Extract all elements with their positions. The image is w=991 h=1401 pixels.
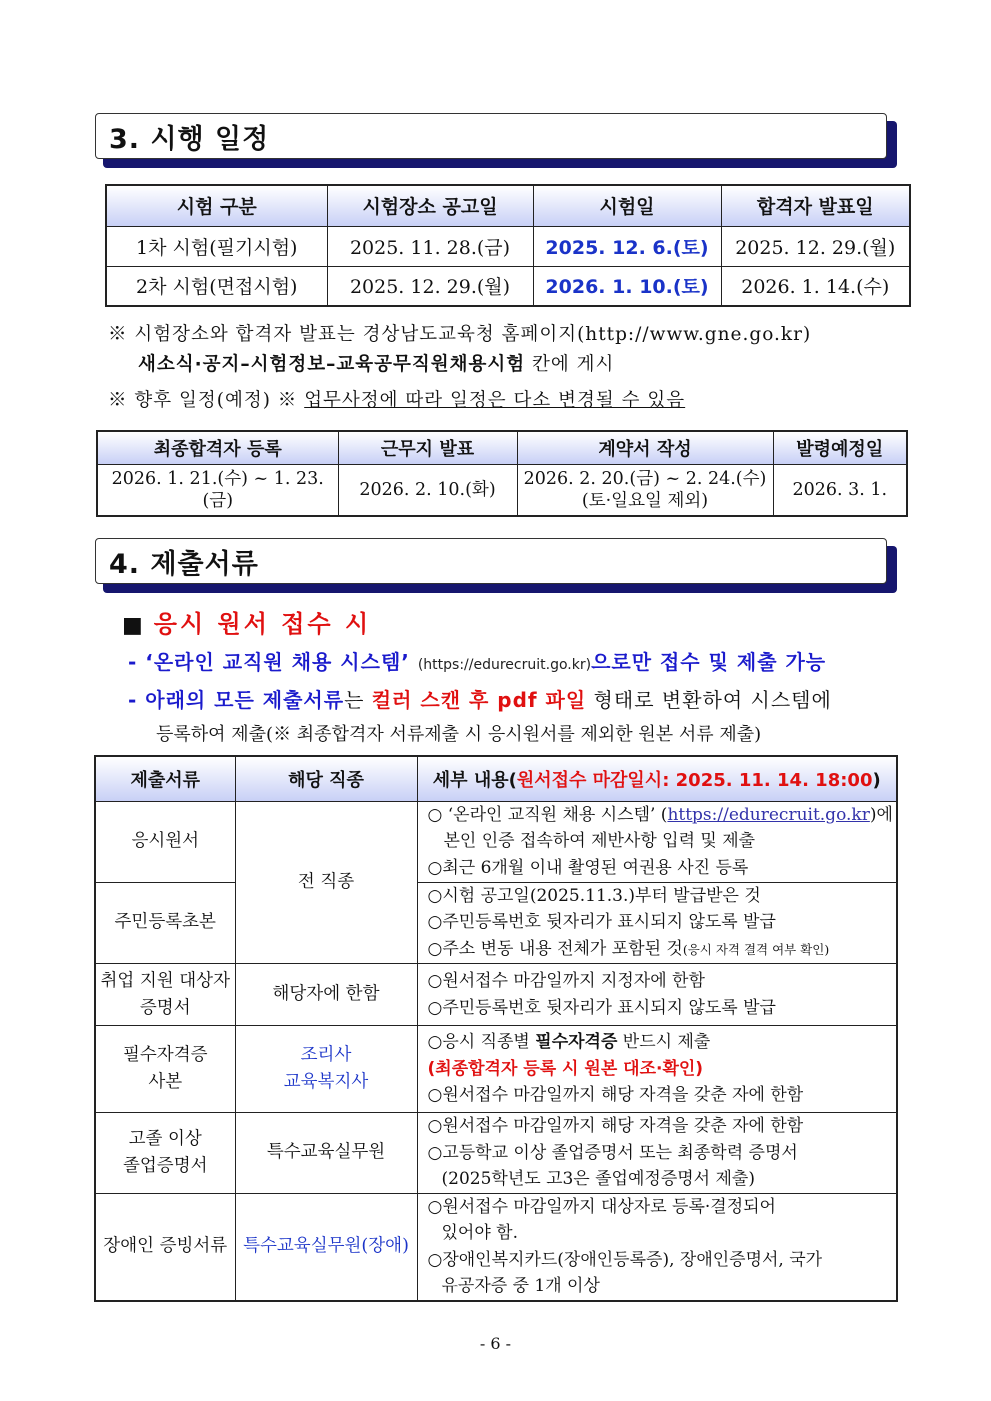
doc-name-cell bbox=[95, 964, 235, 1026]
exam-date-cell: 2025. 12. 6.(토) bbox=[533, 226, 721, 266]
contract-period-cell bbox=[517, 464, 773, 516]
registration-period-cell: 2026. 1. 21.(수) ~ 1. 23.(금) bbox=[97, 464, 338, 516]
venue-date-cell: 2025. 12. 29.(월) bbox=[327, 266, 533, 306]
detail-line: ○주민등록번호 뒷자리가 표시되지 않도록 발급 bbox=[427, 997, 776, 1018]
doc-name-line: 사본 bbox=[148, 1072, 183, 1092]
online-system-text: - ‘온라인 교직원 채용 시스템’ bbox=[128, 650, 418, 674]
section-3-title: 3. 시행 일정 bbox=[109, 124, 270, 155]
doc-name-cell: 주민등록초본 bbox=[95, 882, 235, 964]
table-row bbox=[106, 266, 910, 306]
header-cell: 합격자 발표일 bbox=[721, 185, 910, 226]
detail-cell bbox=[417, 882, 897, 964]
note-future-prefix: ※ 향후 일정(예정) ※ bbox=[108, 390, 305, 411]
system-url[interactable]: (https://edurecruit.go.kr) bbox=[417, 657, 592, 673]
contract-note: (토·일요일 제외) bbox=[581, 490, 709, 511]
exam-type-cell: 2차 시험(면접시험) bbox=[106, 266, 327, 306]
table-row bbox=[95, 964, 897, 1026]
doc-name-line: 증명서 bbox=[139, 997, 191, 1018]
detail-line: 본인 인증 접속하여 제반사항 입력 및 제출 bbox=[443, 831, 756, 852]
header-cell: 근무지 발표 bbox=[338, 431, 517, 464]
job-cell: 특수교육실무원(장애) bbox=[235, 1193, 417, 1301]
header-close: ) bbox=[872, 769, 881, 791]
job-cell: 해당자에 한함 bbox=[235, 964, 417, 1026]
detail-cell bbox=[417, 801, 897, 882]
detail-cell bbox=[417, 964, 897, 1026]
header-cell: 해당 직종 bbox=[235, 756, 417, 801]
detail-line: 있어야 함. bbox=[441, 1223, 518, 1243]
online-only-text: 으로만 접수 및 제출 가능 bbox=[591, 650, 827, 674]
detail-small-text: (응시 자격 결격 여부 확인) bbox=[682, 941, 830, 957]
detail-cell bbox=[417, 1026, 897, 1113]
header-cell: 제출서류 bbox=[95, 756, 235, 801]
table-row bbox=[95, 1026, 897, 1113]
submission-note-line: 등록하여 제출(※ 최종합격자 서류제출 시 응시원서를 제외한 원본 서류 제출) bbox=[156, 724, 762, 745]
detail-text: ○응시 직종별 bbox=[427, 1032, 536, 1053]
color-scan-text: 컬러 스캔 후 pdf 파일 bbox=[371, 688, 587, 712]
detail-line: (2025학년도 고3은 졸업예정증명서 제출) bbox=[441, 1169, 755, 1189]
documents-table bbox=[94, 755, 898, 1302]
table-row bbox=[106, 226, 910, 266]
square-bullet-icon: ■ bbox=[122, 613, 146, 638]
schedule-table bbox=[105, 184, 911, 307]
section-4-title: 4. 제출서류 bbox=[109, 549, 259, 580]
detail-line bbox=[428, 936, 891, 964]
note-board-suffix: 칸에 게시 bbox=[525, 354, 615, 375]
detail-line: ○고등학교 이상 졸업증명서 또는 최종학력 증명서 bbox=[427, 1142, 798, 1163]
doc-name-cell: 장애인 증빙서류 bbox=[95, 1193, 235, 1301]
header-cell: 시험 구분 bbox=[106, 185, 327, 226]
detail-line: ○시험 공고일(2025.11.3.)부터 발급받은 것 bbox=[427, 885, 761, 906]
table-row bbox=[95, 1193, 897, 1301]
submission-heading-text: 응시 원서 접수 시 bbox=[153, 610, 372, 638]
job-line: 조리사 bbox=[300, 1045, 352, 1065]
detail-line: ○장애인복지카드(장애인등록증), 장애인증명서, 국가 bbox=[427, 1249, 823, 1270]
detail-line bbox=[428, 802, 891, 829]
table-header-row bbox=[106, 185, 910, 226]
detail-line bbox=[428, 1029, 891, 1056]
page-number: - 6 - bbox=[479, 1334, 512, 1353]
detail-cell bbox=[417, 1193, 897, 1301]
header-cell: 최종합격자 등록 bbox=[97, 431, 338, 464]
all-docs-text: - 아래의 모든 제출서류 bbox=[128, 688, 345, 712]
exam-date-cell: 2026. 1. 10.(토) bbox=[533, 266, 721, 306]
detail-line: ○원서접수 마감일까지 지정자에 한함 bbox=[427, 971, 705, 991]
detail-cell bbox=[417, 1113, 897, 1194]
venue-date-cell: 2025. 11. 28.(금) bbox=[327, 226, 533, 266]
detail-line: ○원서접수 마감일까지 해당 자격을 갖춘 자에 한함 bbox=[427, 1116, 804, 1136]
detail-text: ○ ‘온라인 교직원 채용 시스템’ ( bbox=[427, 804, 668, 825]
detail-line: ○주민등록번호 뒷자리가 표시되지 않도록 발급 bbox=[427, 912, 776, 932]
doc-name-line: 졸업증명서 bbox=[122, 1155, 208, 1176]
doc-name-cell: 응시원서 bbox=[95, 801, 235, 882]
result-date-cell: 2026. 1. 14.(수) bbox=[721, 266, 910, 306]
doc-name-line: 취업 지원 대상자 bbox=[100, 970, 230, 991]
header-cell: 시험장소 공고일 bbox=[327, 185, 533, 226]
appointment-date-cell: 2026. 3. 1. bbox=[773, 464, 907, 516]
required-cert-text: 필수자격증 bbox=[535, 1032, 618, 1053]
detail-text: 반드시 제출 bbox=[617, 1032, 711, 1053]
future-schedule-table bbox=[96, 430, 908, 517]
section-3-heading bbox=[95, 113, 897, 168]
job-cell: 특수교육실무원 bbox=[235, 1113, 417, 1194]
note-change-warning: 업무사정에 따라 일정은 다소 변경될 수 있음 bbox=[304, 390, 686, 411]
table-row bbox=[97, 464, 907, 516]
note-future-schedule bbox=[108, 386, 685, 412]
exam-type-cell: 1차 시험(필기시험) bbox=[106, 226, 327, 266]
detail-line: ○최근 6개월 이내 촬영된 여권용 사진 등록 bbox=[427, 857, 749, 878]
doc-name-line: 필수자격증 bbox=[122, 1045, 208, 1065]
section-4-heading bbox=[95, 538, 897, 593]
table-row bbox=[95, 1113, 897, 1194]
submission-heading bbox=[122, 604, 371, 639]
note-venue-announcement: ※ 시험장소와 합격자 발표는 경상남도교육청 홈페이지(http://www.gne.go.kr) bbox=[108, 324, 812, 345]
detail-line: ○원서접수 마감일까지 대상자로 등록·결정되어 bbox=[427, 1196, 776, 1217]
job-cell bbox=[235, 1026, 417, 1113]
header-cell: 계약서 작성 bbox=[517, 431, 773, 464]
doc-name-line: 고졸 이상 bbox=[128, 1128, 202, 1149]
particle-text: 는 bbox=[344, 688, 372, 712]
detail-text: ○주소 변동 내용 전체가 포함된 것 bbox=[427, 938, 683, 959]
header-cell: 시험일 bbox=[533, 185, 721, 226]
table-row bbox=[95, 801, 897, 882]
detail-line: (최종합격자 등록 시 원본 대조·확인) bbox=[427, 1058, 704, 1079]
doc-name-cell bbox=[95, 1026, 235, 1113]
detail-text: )에 bbox=[869, 804, 893, 825]
note-venue-location bbox=[138, 350, 614, 376]
workplace-date-cell: 2026. 2. 10.(화) bbox=[338, 464, 517, 516]
job-cell: 전 직종 bbox=[235, 801, 417, 964]
deadline-text: 원서접수 마감일시: 2025. 11. 14. 18:00 bbox=[516, 769, 873, 791]
convert-text: 형태로 변환하여 시스템에 bbox=[586, 688, 832, 712]
table-header-row bbox=[95, 756, 897, 801]
detail-line: 유공자증 중 1개 이상 bbox=[441, 1276, 600, 1296]
result-date-cell: 2025. 12. 29.(월) bbox=[721, 226, 910, 266]
table-row bbox=[95, 882, 897, 964]
system-link[interactable]: https://edurecruit.go.kr bbox=[667, 804, 870, 825]
table-header-row bbox=[97, 431, 907, 464]
contract-dates: 2026. 2. 20.(금) ~ 2. 24.(수) bbox=[523, 468, 767, 489]
header-detail-text: 세부 내용( bbox=[432, 769, 517, 791]
doc-name-cell bbox=[95, 1113, 235, 1194]
detail-line: ○원서접수 마감일까지 해당 자격을 갖춘 자에 한함 bbox=[427, 1085, 804, 1106]
pdf-format-line bbox=[128, 684, 832, 713]
header-cell bbox=[417, 756, 897, 801]
online-system-line bbox=[128, 646, 826, 675]
header-cell: 발령예정일 bbox=[773, 431, 907, 464]
note-board-path: 새소식·공지–시험정보–교육공무직원채용시험 bbox=[138, 354, 526, 375]
job-line: 교육복지사 bbox=[283, 1072, 369, 1092]
